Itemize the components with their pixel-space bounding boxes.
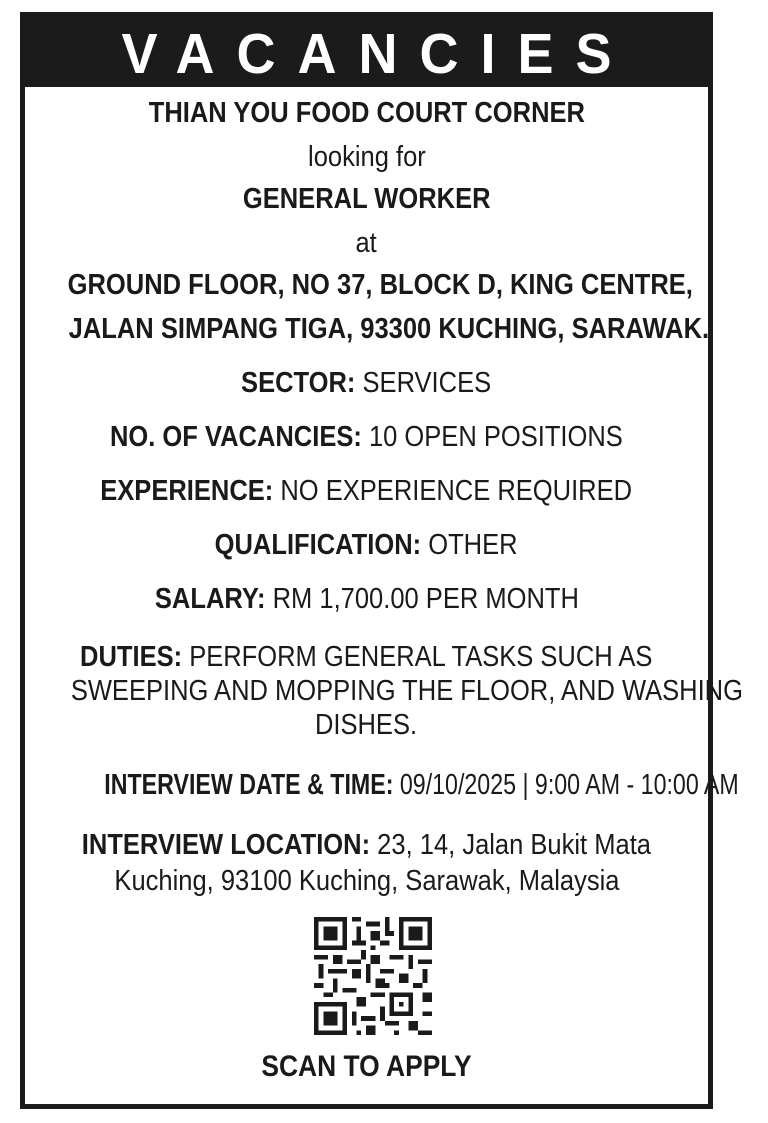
salary-row: SALARY: RM 1,700.00 PER MONTH <box>154 583 579 615</box>
duties-line-3: DISHES. <box>315 709 418 741</box>
vacancies-row: NO. OF VACANCIES: 10 OPEN POSITIONS <box>110 421 623 453</box>
duties-line-2: SWEEPING AND MOPPING THE FLOOR, AND WASHING <box>70 675 743 707</box>
address-line-2: JALAN SIMPANG TIGA, 93300 KUCHING, SARAWAK. <box>68 313 710 345</box>
at-text: at <box>355 227 378 259</box>
company-name: THIAN YOU FOOD COURT CORNER <box>148 97 585 129</box>
duties-line-1: DUTIES: PERFORM GENERAL TASKS SUCH AS <box>80 641 653 673</box>
interview-location-line-1: INTERVIEW LOCATION: 23, 14, Jalan Bukit Mata <box>81 829 652 861</box>
interview-time-row: INTERVIEW DATE & TIME: 09/10/2025 | 9:00 AM - 10:00 AM <box>104 769 739 801</box>
qr-code-icon[interactable] <box>314 917 432 1035</box>
banner <box>25 17 708 87</box>
interview-location-line-2: Kuching, 93100 Kuching, Sarawak, Malaysia <box>113 865 620 897</box>
vacancy-advert <box>20 12 743 1109</box>
experience-row: EXPERIENCE: NO EXPERIENCE REQUIRED <box>100 475 633 507</box>
position-title: GENERAL WORKER <box>242 183 491 215</box>
address-line-1: GROUND FLOOR, NO 37, BLOCK D, KING CENTRE, <box>67 269 693 301</box>
looking-for-text: looking for <box>307 141 426 173</box>
qualification-row: QUALIFICATION: OTHER <box>215 529 518 561</box>
scan-to-apply-label: SCAN TO APPLY <box>261 1050 472 1083</box>
banner-title: VACANCIES <box>121 22 634 86</box>
sector-row: SECTOR: SERVICES <box>241 367 492 399</box>
